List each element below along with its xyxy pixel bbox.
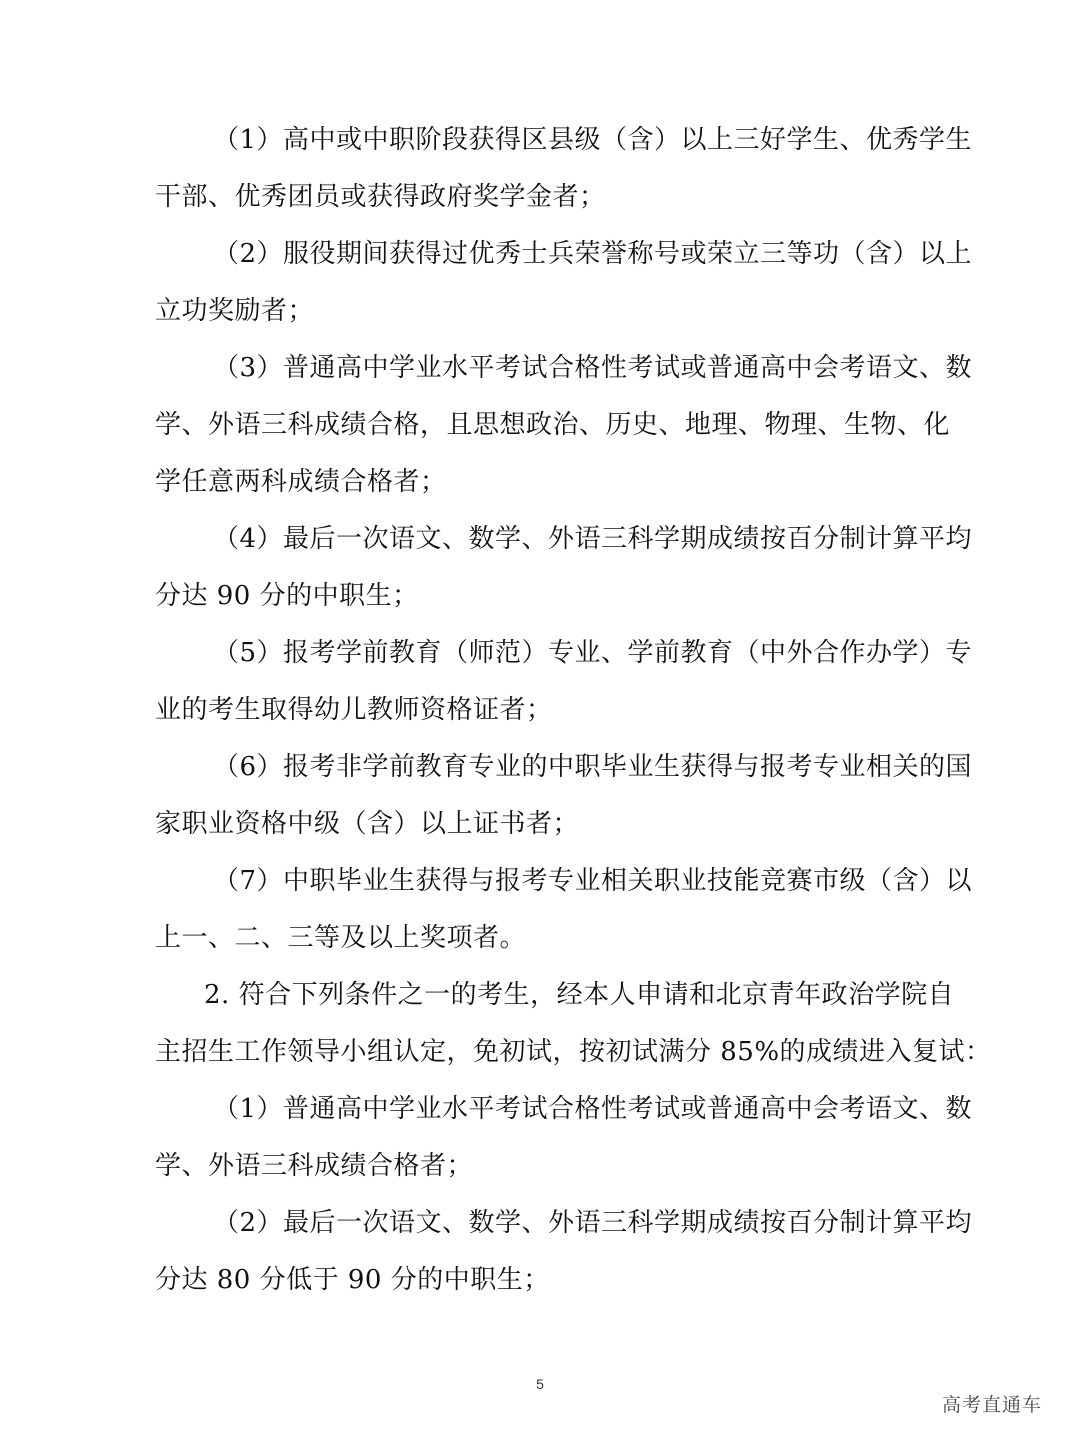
paragraph-line: （4）最后一次语文、数学、外语三科学期成绩按百分制计算平均 xyxy=(213,524,973,554)
paragraph-line: 分达 80 分低于 90 分的中职生； xyxy=(155,1265,550,1295)
page-number: 5 xyxy=(536,1376,544,1392)
paragraph-line: （3）普通高中学业水平考试合格性考试或普通高中会考语文、数 xyxy=(213,353,973,383)
paragraph-line: 学、外语三科成绩合格者； xyxy=(155,1151,474,1181)
paragraph-line: 学、外语三科成绩合格，且思想政治、历史、地理、物理、生物、化 xyxy=(155,410,951,440)
paragraph-line: 家职业资格中级（含）以上证书者； xyxy=(155,809,580,839)
paragraph-line: 分达 90 分的中职生； xyxy=(155,581,419,611)
paragraph-line: （2）最后一次语文、数学、外语三科学期成绩按百分制计算平均 xyxy=(213,1208,973,1238)
paragraph-line: 上一、二、三等及以上奖项者。 xyxy=(155,923,527,953)
paragraph-line: 立功奖励者； xyxy=(155,296,315,326)
paragraph-line: （7）中职毕业生获得与报考专业相关职业技能竞赛市级（含）以 xyxy=(213,866,973,896)
paragraph-line: （1）高中或中职阶段获得区县级（含）以上三好学生、优秀学生 xyxy=(213,125,973,155)
paragraph-line: 主招生工作领导小组认定，免初试，按初试满分 85%的成绩进入复试： xyxy=(155,1037,992,1067)
paragraph-line: （1）普通高中学业水平考试合格性考试或普通高中会考语文、数 xyxy=(213,1094,973,1124)
paragraph-line: 业的考生取得幼儿教师资格证者； xyxy=(155,695,553,725)
paragraph-line: 干部、优秀团员或获得政府奖学金者； xyxy=(155,182,606,212)
paragraph-line: 2. 符合下列条件之一的考生，经本人申请和北京青年政治学院自 xyxy=(204,980,955,1010)
paragraph-line: （6）报考非学前教育专业的中职毕业生获得与报考专业相关的国 xyxy=(213,752,973,782)
paragraph-line: 学任意两科成绩合格者； xyxy=(155,467,447,497)
watermark: 高考直通车 xyxy=(942,1394,1043,1416)
paragraph-line: （5）报考学前教育（师范）专业、学前教育（中外合作办学）专 xyxy=(213,638,973,668)
paragraph-line: （2）服役期间获得过优秀士兵荣誉称号或荣立三等功（含）以上 xyxy=(213,239,973,269)
